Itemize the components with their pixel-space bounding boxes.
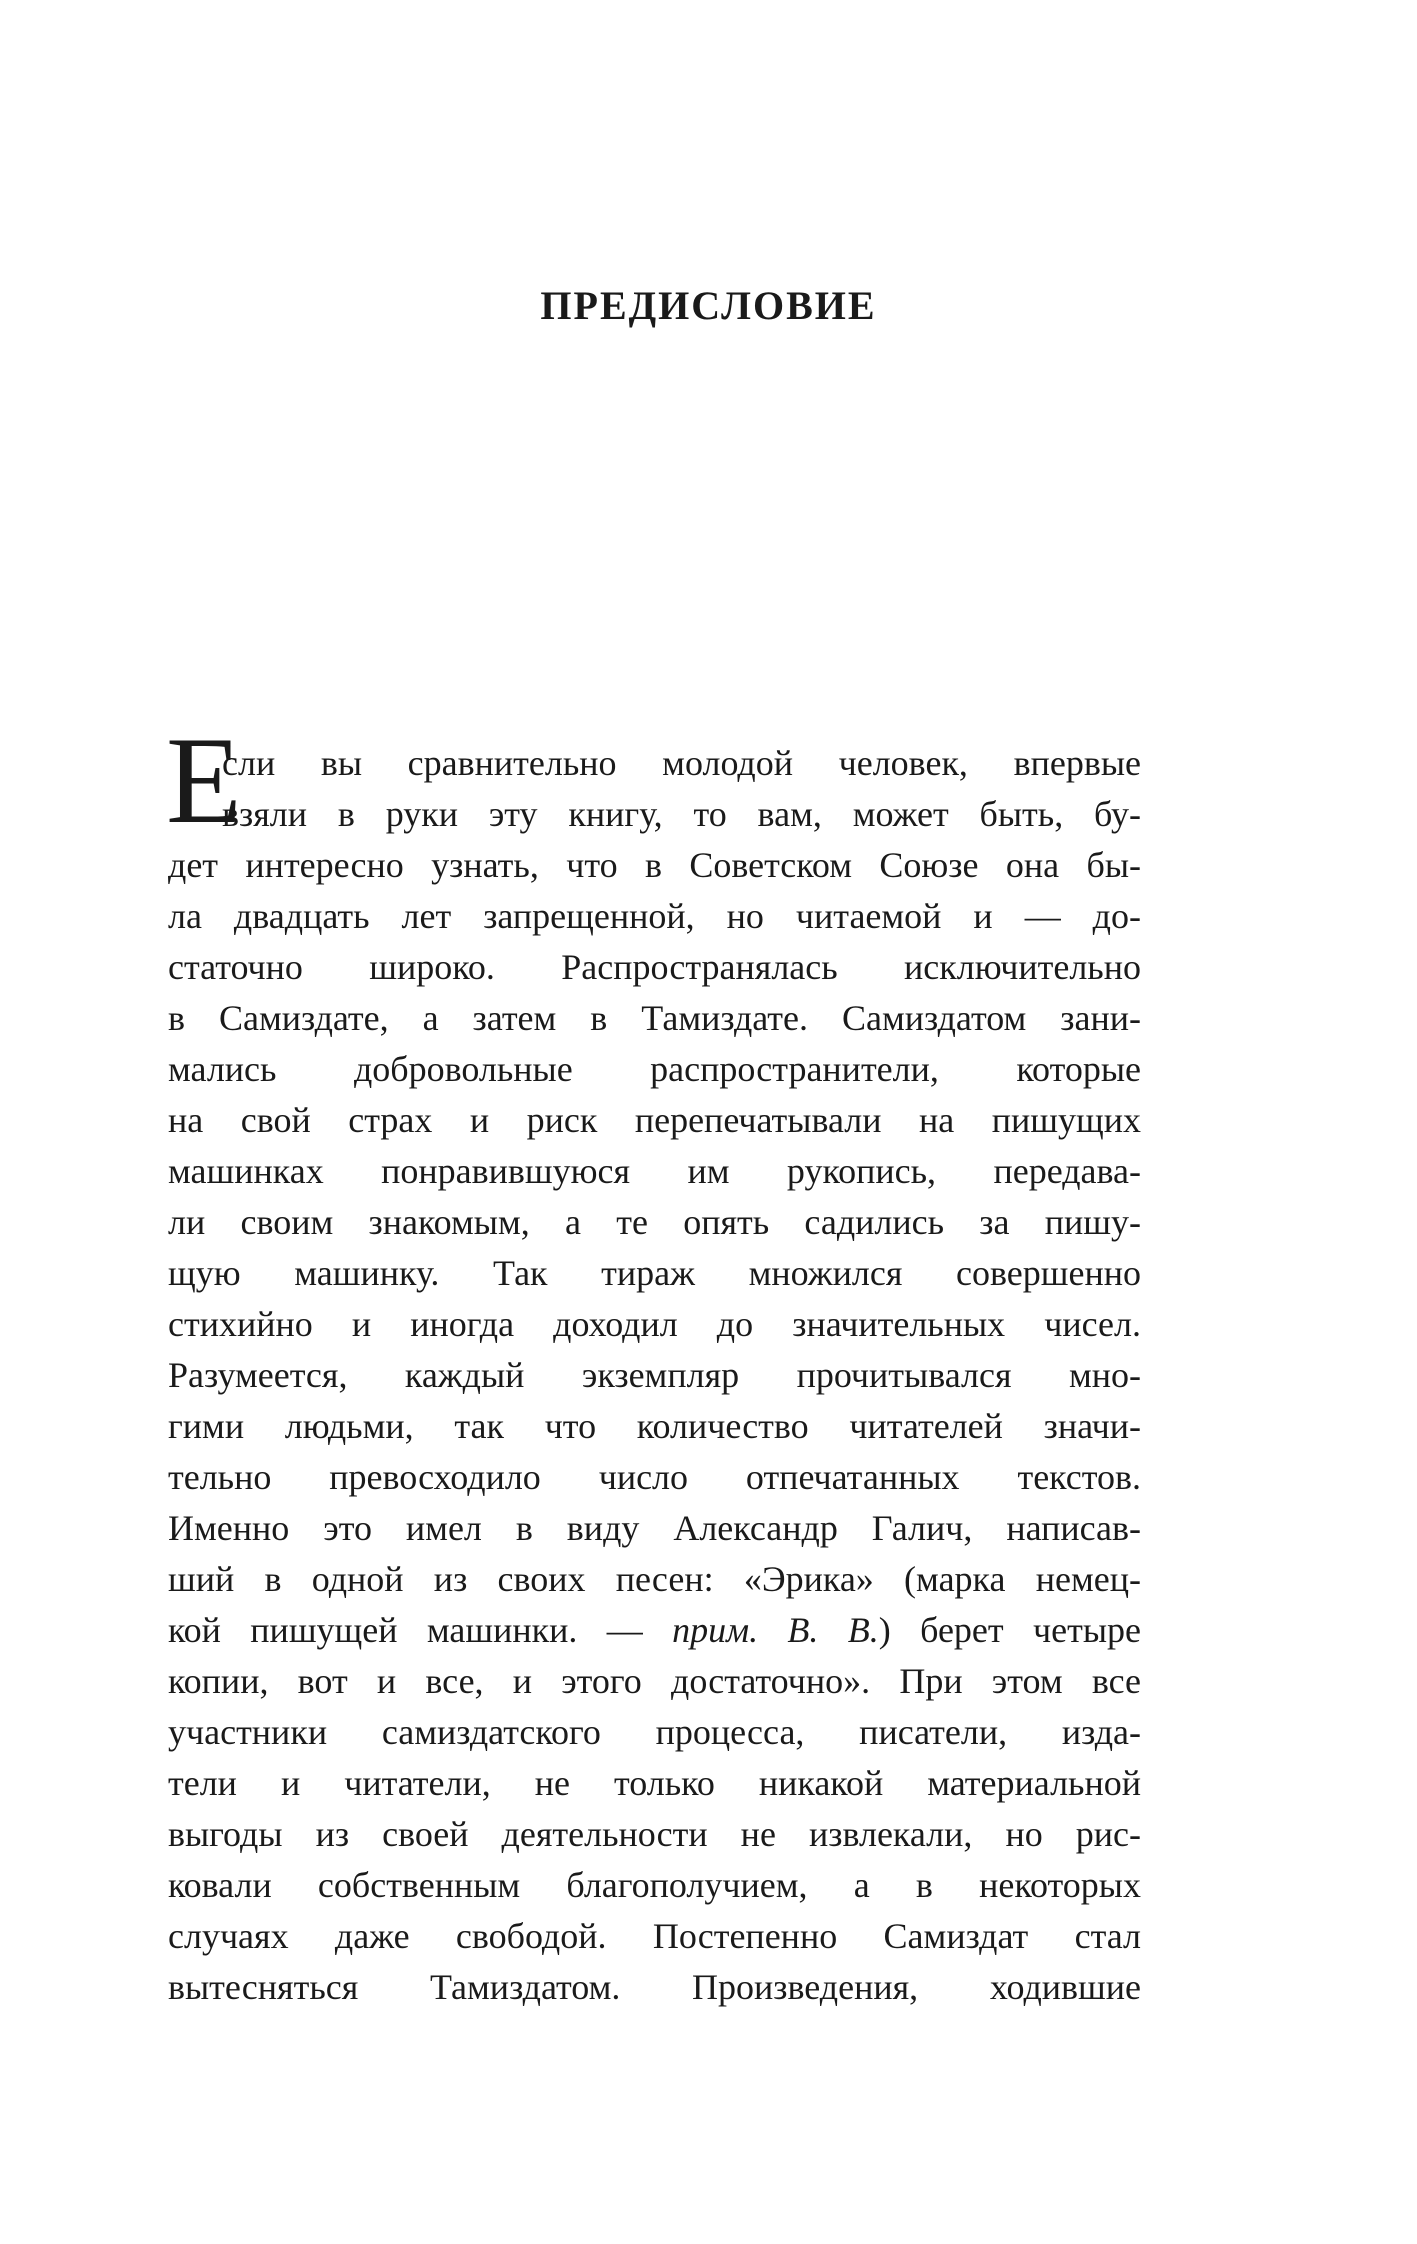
text-segment: кой пишущей машинки. — <box>168 1610 673 1650</box>
text-line <box>168 1758 1141 1809</box>
text-line <box>168 1503 1141 1554</box>
text-line <box>168 1452 1141 1503</box>
text-line <box>168 1809 1141 1860</box>
text-segment: ) берет четыре <box>878 1610 1141 1650</box>
text-segment: на свой страх и риск перепечатывали на пишущих <box>168 1100 1141 1140</box>
text-segment: ковали собственным благополучием, а в некоторых <box>168 1865 1141 1905</box>
text-segment: гими людьми, так что количество читателей значи- <box>168 1406 1141 1446</box>
text-segment: дет интересно узнать, что в Советском Союзе она бы- <box>168 845 1141 885</box>
text-segment: тельно превосходило число отпечатанных текстов. <box>168 1457 1141 1497</box>
text-segment: ли своим знакомым, а те опять садились за пишу- <box>168 1202 1141 1242</box>
text-segment: щую машинку. Так тираж множился совершенно <box>168 1253 1141 1293</box>
text-line <box>168 1095 1141 1146</box>
text-segment: вытесняться Тамиздатом. Произведения, ходившие <box>168 1967 1141 2007</box>
text-line <box>168 891 1141 942</box>
text-line <box>168 1707 1141 1758</box>
text-segment: стихийно и иногда доходил до значительных чисел. <box>168 1304 1141 1344</box>
italic-note: прим. В. В. <box>672 1610 879 1650</box>
text-segment: ла двадцать лет запрещенной, но читаемой и — до- <box>168 896 1141 936</box>
text-line <box>168 789 1141 840</box>
text-segment: статочно широко. Распространялась исключительно <box>168 947 1141 987</box>
text-line <box>168 1197 1141 1248</box>
text-line <box>168 1299 1141 1350</box>
text-line <box>168 942 1141 993</box>
text-segment: Разумеется, каждый экземпляр прочитывался мно- <box>168 1355 1141 1395</box>
text-segment: в Самиздате, а затем в Тамиздате. Самиздатом зани- <box>168 998 1141 1038</box>
text-line <box>168 1554 1141 1605</box>
text-line <box>168 1656 1141 1707</box>
text-line <box>168 1962 1141 2013</box>
text-segment: Именно это имел в виду Александр Галич, написав- <box>168 1508 1141 1548</box>
text-segment: выгоды из своей деятельности не извлекали, но рис- <box>168 1814 1141 1854</box>
text-line <box>168 738 1141 789</box>
drop-cap: Е <box>166 712 242 849</box>
text-line <box>168 993 1141 1044</box>
text-line <box>168 840 1141 891</box>
text-line <box>168 1605 1141 1656</box>
body-paragraph <box>168 738 1141 2013</box>
page-title: ПРЕДИСЛОВИЕ <box>540 283 877 328</box>
text-segment: тели и читатели, не только никакой материальной <box>168 1763 1141 1803</box>
text-segment: взяли в руки эту книгу, то вам, может быть, бу- <box>222 794 1141 834</box>
text-segment: сли вы сравнительно молодой человек, впервые <box>222 743 1141 783</box>
text-segment: случаях даже свободой. Постепенно Самиздат стал <box>168 1916 1141 1956</box>
text-line <box>168 1350 1141 1401</box>
text-segment: копии, вот и все, и этого достаточно». При этом все <box>168 1661 1141 1701</box>
text-segment: машинках понравившуюся им рукопись, передава- <box>168 1151 1141 1191</box>
text-line <box>168 1911 1141 1962</box>
text-line <box>168 1146 1141 1197</box>
text-segment: ший в одной из своих песен: «Эрика» (марка немец- <box>168 1559 1141 1599</box>
text-line <box>168 1044 1141 1095</box>
text-line <box>168 1248 1141 1299</box>
text-line <box>168 1401 1141 1452</box>
text-segment: участники самиздатского процесса, писатели, изда- <box>168 1712 1141 1752</box>
text-segment: мались добровольные распространители, которые <box>168 1049 1141 1089</box>
text-line <box>168 1860 1141 1911</box>
